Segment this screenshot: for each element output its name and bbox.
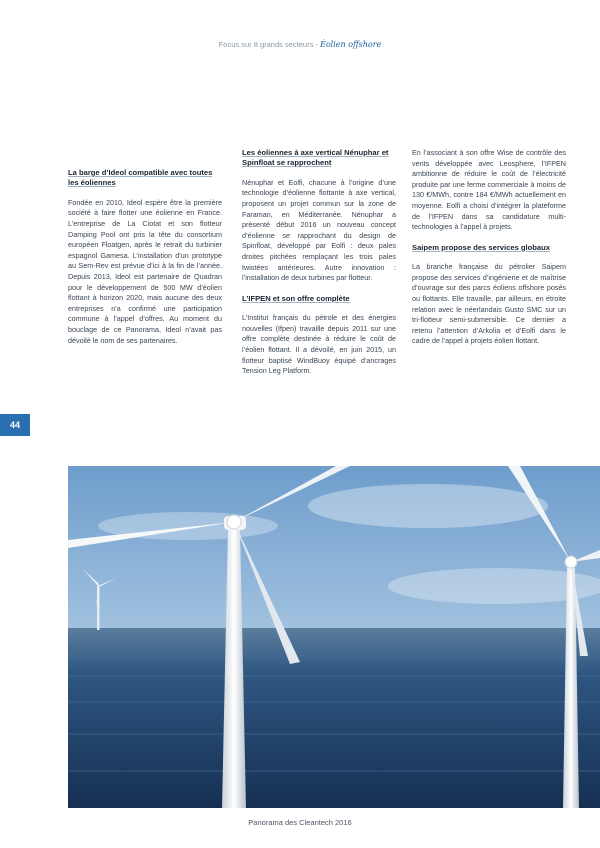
body-paragraph: La branche française du pétrolier Saipem propose des services d’ingénierie et de maîtrise d’ouvrage sur des parcs éoliens offshore posés ou flottants. Elle travaille, par ailleurs, en étroite relation avec le néerlandais Gusto SMC sur un tri-flotteur semi-submersible. Ce dernier a retenu l’attention d’Arkolia et d’Eolfi dans le cadre de l’appel à projets éolien flottant. [412,262,566,346]
running-header [0,40,600,49]
header-section: Éolien offshore [319,40,382,49]
body-paragraph: L’Institut français du pétrole et des énergies nouvelles (Ifpen) travaille depuis 2011 sur une offre complète destinée à réduire le coût de l’éolien flottant. Il a dévoilé, en juin 2015, un flotteur baptisé WindBuoy équipé d’ancrages Tension Leg Platform. [242,313,396,376]
column-1 [68,148,222,356]
column-3 [412,148,566,357]
section-heading: La barge d’Ideol compatible avec toutes les éoliennes [68,168,213,188]
wind-turbines-photo [68,466,600,808]
page-footer: Panorama des Cleantech 2016 [248,818,352,827]
section-heading: L’IFPEN et son offre complète [242,293,350,303]
body-paragraph: En l’associant à son offre Wise de contrôle des vents développée avec Leosphere, l’IFPEN ambitionne de réduire le coût de l’électricité produite par une ferme commerciale à moins de 130 €/MWh, contre 184 €/MWh actuellement en moyenne. Eolfi a choisi d’intégrer la plateforme de l’IFPEN dans sa candidature multi-technologies à l’appel à projets. [412,148,566,232]
header-prefix: Focus sur 8 grands secteurs - [218,40,320,49]
offshore-wind-turbines-illustration [68,466,600,808]
section-heading: Les éoliennes à axe vertical Nénuphar et Spinfloat se rapprochent [242,148,389,168]
section-heading: Saipem propose des services globaux [412,242,551,252]
body-paragraph: Nénuphar et Eolfi, chacune à l’origine d’une technologie d’éolienne flottante à axe vertical, proposent un projet commun sur la zone de Faraman, en Méditerranée. Nénuphar a présenté début 2016 un nouveau concept d’éolienne se rapprochant du design de Spinfloat, développé par Eolfi : deux pales droites pitchées remplaçant les trois pales twistées antérieures. Autre innovation : l’installation de deux turbines par flotteur. [242,177,396,283]
column-2 [242,148,396,387]
body-paragraph: Fondée en 2010, Ideol espère être la première société à faire flotter une éolienne en France. L’entreprise de La Ciotat et son flotteur Damping Pool ont pris la tête du consortium européen Floatgen, après le retrait du turbinier espagnol Gamesa. L’installation d’un prototype au Sem-Rev est prévue d’ici à la fin de l’année. Depuis 2013, Ideol est partenaire de Quadran pour le développement de 500 MW d’éolien flottant à horizon 2020, mais aucune des deux entreprises n’a confirmé une participation commune à l’appel d’offres. Au moment du bouclage de ce Panorama, Ideol n’avait pas dévoilé le nom de ses partenaires. [68,197,222,345]
page-number-badge: 44 [0,414,30,436]
